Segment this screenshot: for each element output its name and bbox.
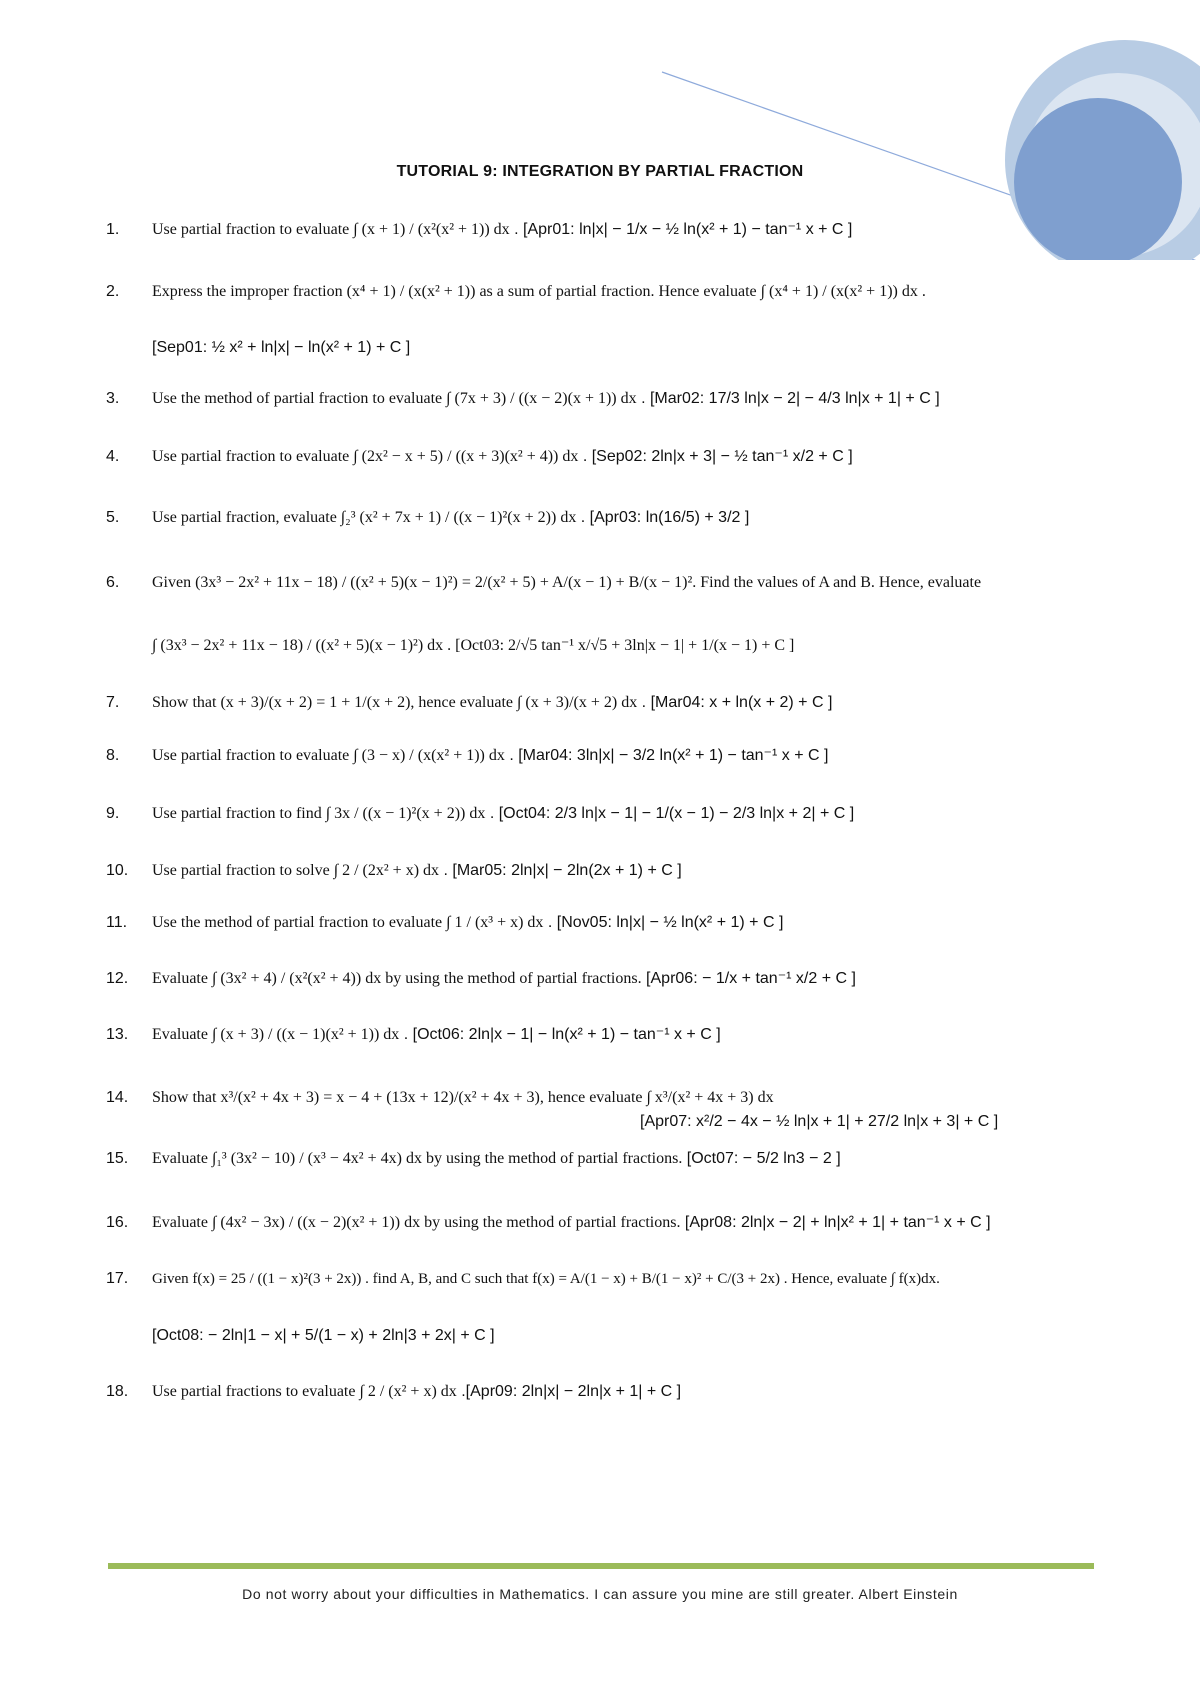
question-2-answer: [Sep01: ½ x² + ln|x| − ln(x² + 1) + C ]	[152, 339, 411, 356]
question-14-answer: [Apr07: x²/2 − 4x − ½ ln|x + 1| + 27/2 ln|x + 3| + C ]	[640, 1113, 999, 1130]
question-6-answer: ∫ (3x³ − 2x² + 11x − 18) / ((x² + 5)(x − 1)²) dx . [Oct03: 2/√5 tan⁻¹ x/√5 + 3ln|x − 1| + 1/(x − 1) + C ]	[152, 637, 795, 654]
footer-divider	[108, 1563, 1094, 1569]
page-title: TUTORIAL 9: INTEGRATION BY PARTIAL FRACTION	[396, 163, 804, 180]
question-17-answer: [Oct08: − 2ln|1 − x| + 5/(1 − x) + 2ln|3 + 2x| + C ]	[152, 1327, 495, 1344]
footer-quote: Do not worry about your difficulties in Mathematics. I can assure you mine are still greater. Albert Einstein	[242, 1586, 958, 1602]
